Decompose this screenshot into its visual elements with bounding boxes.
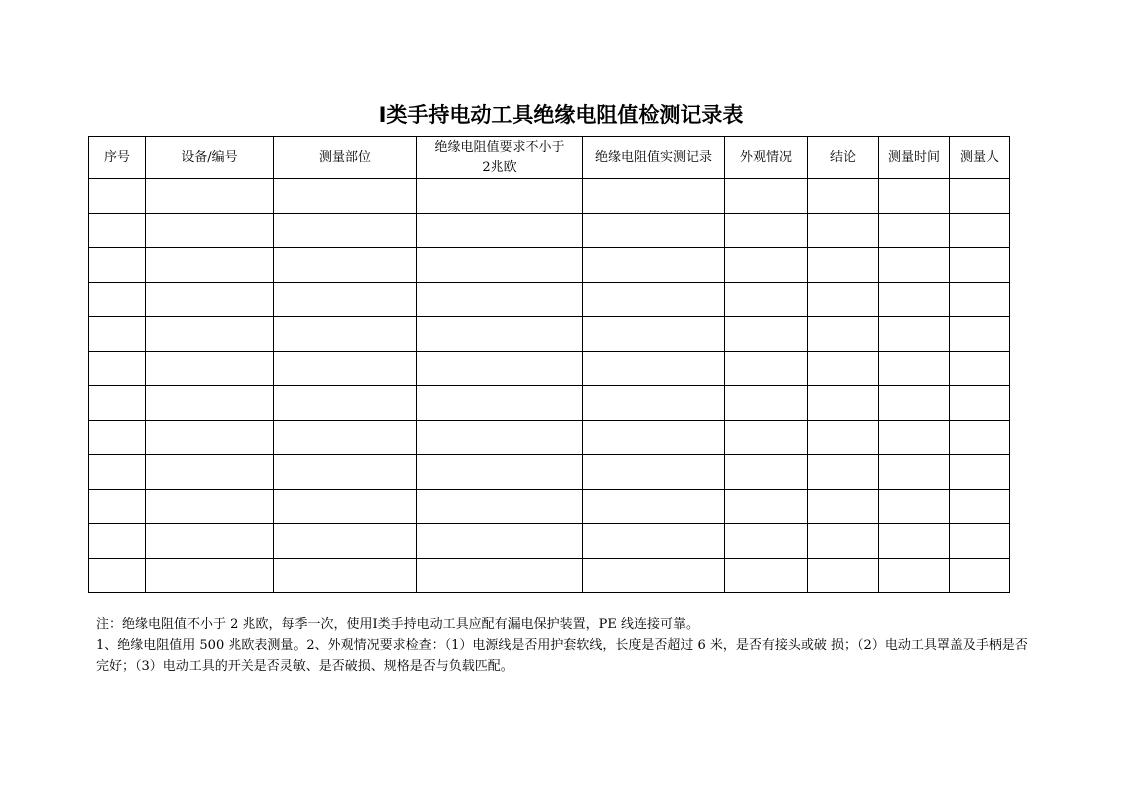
table-cell-part[interactable] bbox=[274, 317, 417, 352]
table-row bbox=[89, 179, 1010, 214]
table-cell-time[interactable] bbox=[879, 213, 950, 248]
table-cell-appearance[interactable] bbox=[725, 179, 808, 214]
table-cell-person[interactable] bbox=[950, 558, 1010, 593]
table-cell-appearance[interactable] bbox=[725, 558, 808, 593]
table-cell-time[interactable] bbox=[879, 351, 950, 386]
table-cell-requirement[interactable] bbox=[417, 282, 583, 317]
table-cell-measured[interactable] bbox=[583, 179, 725, 214]
table-cell-requirement[interactable] bbox=[417, 248, 583, 283]
table-cell-person[interactable] bbox=[950, 179, 1010, 214]
table-cell-time[interactable] bbox=[879, 420, 950, 455]
header-cell-person: 测量人 bbox=[950, 137, 1010, 179]
table-cell-appearance[interactable] bbox=[725, 213, 808, 248]
table-cell-seq[interactable] bbox=[89, 282, 146, 317]
table-cell-measured[interactable] bbox=[583, 455, 725, 490]
table-cell-conclusion[interactable] bbox=[808, 317, 879, 352]
table-cell-appearance[interactable] bbox=[725, 317, 808, 352]
table-cell-measured[interactable] bbox=[583, 248, 725, 283]
table-cell-time[interactable] bbox=[879, 282, 950, 317]
page-title: Ⅰ类手持电动工具绝缘电阻值检测记录表 bbox=[378, 103, 744, 127]
header-cell-part: 测量部位 bbox=[274, 137, 417, 179]
table-cell-person[interactable] bbox=[950, 282, 1010, 317]
table-row bbox=[89, 558, 1010, 593]
table-cell-seq[interactable] bbox=[89, 213, 146, 248]
table-cell-requirement[interactable] bbox=[417, 213, 583, 248]
table-cell-measured[interactable] bbox=[583, 351, 725, 386]
table-cell-device[interactable] bbox=[146, 282, 274, 317]
table-row bbox=[89, 386, 1010, 421]
header-cell-conclusion: 结论 bbox=[808, 137, 879, 179]
table-cell-seq[interactable] bbox=[89, 351, 146, 386]
table-cell-seq[interactable] bbox=[89, 524, 146, 559]
table-row bbox=[89, 489, 1010, 524]
table-cell-appearance[interactable] bbox=[725, 282, 808, 317]
table-cell-time[interactable] bbox=[879, 455, 950, 490]
table-cell-appearance[interactable] bbox=[725, 386, 808, 421]
table-cell-device[interactable] bbox=[146, 455, 274, 490]
table-cell-seq[interactable] bbox=[89, 420, 146, 455]
table-cell-person[interactable] bbox=[950, 213, 1010, 248]
table-cell-conclusion[interactable] bbox=[808, 420, 879, 455]
table-cell-part[interactable] bbox=[274, 179, 417, 214]
table-cell-conclusion[interactable] bbox=[808, 489, 879, 524]
header-row bbox=[89, 137, 1010, 179]
table-cell-part[interactable] bbox=[274, 248, 417, 283]
table-cell-measured[interactable] bbox=[583, 524, 725, 559]
table-cell-part[interactable] bbox=[274, 489, 417, 524]
table-cell-device[interactable] bbox=[146, 386, 274, 421]
table-cell-device[interactable] bbox=[146, 420, 274, 455]
table-cell-conclusion[interactable] bbox=[808, 213, 879, 248]
note-line-1: 注：绝缘电阻值不小于 2 兆欧，每季一次，使用Ⅰ类手持电动工具应配有漏电保护装置，PE 线连接可靠。 bbox=[96, 617, 700, 632]
table-cell-person[interactable] bbox=[950, 455, 1010, 490]
table-cell-device[interactable] bbox=[146, 489, 274, 524]
table-cell-person[interactable] bbox=[950, 248, 1010, 283]
table-body bbox=[89, 179, 1010, 593]
table-cell-part[interactable] bbox=[274, 524, 417, 559]
table-cell-device[interactable] bbox=[146, 524, 274, 559]
table-cell-device[interactable] bbox=[146, 351, 274, 386]
table-cell-appearance[interactable] bbox=[725, 248, 808, 283]
table-cell-device[interactable] bbox=[146, 179, 274, 214]
table-cell-seq[interactable] bbox=[89, 179, 146, 214]
table-cell-conclusion[interactable] bbox=[808, 524, 879, 559]
header-cell-time: 测量时间 bbox=[879, 137, 950, 179]
header-cell-device: 设备/编号 bbox=[146, 137, 274, 179]
table-cell-person[interactable] bbox=[950, 420, 1010, 455]
table-cell-conclusion[interactable] bbox=[808, 179, 879, 214]
table-cell-seq[interactable] bbox=[89, 455, 146, 490]
table-cell-time[interactable] bbox=[879, 386, 950, 421]
table-cell-part[interactable] bbox=[274, 213, 417, 248]
table-row bbox=[89, 524, 1010, 559]
table-cell-device[interactable] bbox=[146, 213, 274, 248]
notes bbox=[96, 614, 1036, 677]
table-cell-appearance[interactable] bbox=[725, 524, 808, 559]
table-cell-requirement[interactable] bbox=[417, 317, 583, 352]
table-cell-time[interactable] bbox=[879, 317, 950, 352]
table-cell-part[interactable] bbox=[274, 455, 417, 490]
table-cell-conclusion[interactable] bbox=[808, 282, 879, 317]
record-table bbox=[88, 136, 1010, 593]
table-cell-seq[interactable] bbox=[89, 317, 146, 352]
table-cell-seq[interactable] bbox=[89, 489, 146, 524]
table-cell-device[interactable] bbox=[146, 558, 274, 593]
table-cell-measured[interactable] bbox=[583, 282, 725, 317]
table-cell-requirement[interactable] bbox=[417, 524, 583, 559]
table-cell-conclusion[interactable] bbox=[808, 386, 879, 421]
table-cell-requirement[interactable] bbox=[417, 420, 583, 455]
table-cell-conclusion[interactable] bbox=[808, 351, 879, 386]
table-cell-time[interactable] bbox=[879, 558, 950, 593]
table-cell-measured[interactable] bbox=[583, 489, 725, 524]
table-cell-device[interactable] bbox=[146, 317, 274, 352]
table-cell-measured[interactable] bbox=[583, 558, 725, 593]
table-cell-requirement[interactable] bbox=[417, 386, 583, 421]
table-cell-part[interactable] bbox=[274, 282, 417, 317]
table-cell-person[interactable] bbox=[950, 317, 1010, 352]
table-cell-requirement[interactable] bbox=[417, 179, 583, 214]
table-cell-part[interactable] bbox=[274, 420, 417, 455]
table-cell-person[interactable] bbox=[950, 489, 1010, 524]
table-cell-seq[interactable] bbox=[89, 386, 146, 421]
header-cell-seq: 序号 bbox=[89, 137, 146, 179]
table-cell-part[interactable] bbox=[274, 386, 417, 421]
header-cell-measured: 绝缘电阻值实测记录 bbox=[583, 137, 725, 179]
table-row bbox=[89, 213, 1010, 248]
table-row bbox=[89, 282, 1010, 317]
table-row bbox=[89, 420, 1010, 455]
table-cell-appearance[interactable] bbox=[725, 489, 808, 524]
table-cell-person[interactable] bbox=[950, 386, 1010, 421]
table-cell-seq[interactable] bbox=[89, 558, 146, 593]
table-cell-conclusion[interactable] bbox=[808, 455, 879, 490]
header-cell-requirement: 绝缘电阻值要求不小于 2兆欧 bbox=[417, 137, 583, 179]
table-cell-device[interactable] bbox=[146, 248, 274, 283]
table-cell-appearance[interactable] bbox=[725, 351, 808, 386]
note-line-2: 1、绝缘电阻值用 500 兆欧表测量。2、外观情况要求检查：（1）电源线是否用护套软线，长度是否超过 6 米，是否有接头或破 损；（2）电动工具罩盖及手柄是否完好；（3）电动工具的开关是否灵敏、是否破损、规格是否与负载匹配。 bbox=[96, 638, 1028, 674]
table-cell-part[interactable] bbox=[274, 351, 417, 386]
table-cell-conclusion[interactable] bbox=[808, 248, 879, 283]
table-row bbox=[89, 248, 1010, 283]
table-cell-appearance[interactable] bbox=[725, 455, 808, 490]
table-cell-measured[interactable] bbox=[583, 420, 725, 455]
table-cell-seq[interactable] bbox=[89, 248, 146, 283]
table-cell-requirement[interactable] bbox=[417, 351, 583, 386]
header-cell-appearance: 外观情况 bbox=[725, 137, 808, 179]
table-cell-time[interactable] bbox=[879, 489, 950, 524]
table-cell-measured[interactable] bbox=[583, 386, 725, 421]
table-cell-time[interactable] bbox=[879, 179, 950, 214]
table-cell-part[interactable] bbox=[274, 558, 417, 593]
table-cell-time[interactable] bbox=[879, 248, 950, 283]
table-cell-person[interactable] bbox=[950, 524, 1010, 559]
table-cell-requirement[interactable] bbox=[417, 558, 583, 593]
table-cell-requirement[interactable] bbox=[417, 455, 583, 490]
table-row bbox=[89, 455, 1010, 490]
table-cell-measured[interactable] bbox=[583, 213, 725, 248]
table-cell-measured[interactable] bbox=[583, 317, 725, 352]
table-cell-appearance[interactable] bbox=[725, 420, 808, 455]
table-row bbox=[89, 317, 1010, 352]
table-cell-requirement[interactable] bbox=[417, 489, 583, 524]
table-row bbox=[89, 351, 1010, 386]
table-cell-person[interactable] bbox=[950, 351, 1010, 386]
table-cell-time[interactable] bbox=[879, 524, 950, 559]
table-cell-conclusion[interactable] bbox=[808, 558, 879, 593]
